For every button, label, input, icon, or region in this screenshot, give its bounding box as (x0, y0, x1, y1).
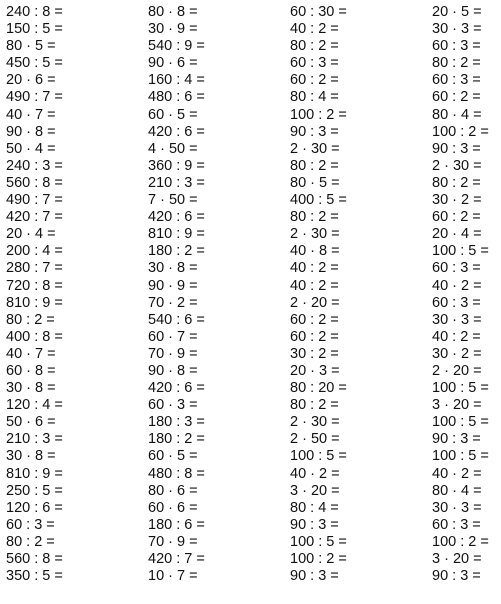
exercise-item: 560 : 8 = (6, 174, 63, 191)
exercise-item: 490 : 7 = (6, 89, 63, 106)
exercise-item: 100 : 2 = (432, 123, 489, 140)
exercise-item: 70 · 9 = (148, 533, 198, 550)
exercise-item: 120 : 6 = (6, 499, 63, 516)
exercise-item: 90 · 9 = (148, 277, 198, 294)
exercise-item: 100 : 5 = (432, 380, 489, 397)
exercise-item: 60 · 5 = (148, 448, 198, 465)
exercise-item: 180 : 2 = (148, 243, 205, 260)
exercise-item: 250 : 5 = (6, 482, 63, 499)
exercise-item: 60 : 2 = (432, 209, 481, 226)
exercise-item: 3 · 20 = (290, 482, 340, 499)
exercise-item: 150 : 5 = (6, 21, 63, 38)
exercise-item: 80 · 4 = (432, 482, 482, 499)
exercise-item: 20 · 3 = (290, 362, 340, 379)
exercise-item: 100 : 5 = (432, 414, 489, 431)
exercise-item: 50 · 4 = (6, 140, 56, 157)
exercise-item: 90 · 8 = (6, 123, 56, 140)
exercise-item: 80 · 4 = (432, 106, 482, 123)
exercise-item: 100 : 2 = (290, 551, 347, 567)
exercise-item: 360 : 9 = (148, 157, 205, 174)
exercise-item: 480 : 8 = (148, 465, 205, 482)
exercise-item: 80 : 20 = (290, 380, 347, 397)
exercise-item: 20 · 5 = (432, 4, 482, 20)
exercise-item: 90 : 3 = (432, 431, 481, 448)
exercise-item: 240 : 3 = (6, 157, 63, 174)
exercise-item: 80 : 2 = (290, 209, 339, 226)
exercise-item: 60 : 3 = (432, 38, 481, 55)
exercise-item: 80 · 5 = (6, 38, 56, 55)
exercise-item: 90 · 8 = (148, 362, 198, 379)
exercise-column-1 (6, 4, 63, 585)
exercise-item: 40 · 2 = (432, 465, 482, 482)
exercise-item: 60 : 3 = (432, 294, 481, 311)
exercise-item: 2 · 50 = (290, 431, 340, 448)
exercise-item: 40 · 7 = (6, 345, 56, 362)
exercise-item: 80 : 2 = (6, 533, 55, 550)
exercise-item: 2 · 20 = (432, 362, 482, 379)
exercise-item: 30 · 2 = (432, 345, 482, 362)
exercise-item: 40 : 2 = (290, 277, 339, 294)
exercise-item: 40 : 2 = (432, 328, 481, 345)
exercise-item: 10 · 7 = (148, 568, 198, 585)
exercise-item: 30 · 9 = (148, 21, 198, 38)
exercise-item: 60 · 6 = (148, 499, 198, 516)
exercise-item: 560 : 8 = (6, 551, 63, 567)
exercise-item: 540 : 9 = (148, 38, 205, 55)
exercise-item: 160 : 4 = (148, 72, 205, 89)
exercise-item: 60 · 3 = (148, 397, 198, 414)
exercise-item: 2 · 30 = (290, 414, 340, 431)
exercise-item: 90 : 3 = (432, 568, 481, 585)
exercise-item: 80 : 2 = (290, 397, 339, 414)
exercise-item: 810 : 9 = (6, 465, 63, 482)
exercise-item: 4 · 50 = (148, 140, 198, 157)
exercise-item: 30 · 8 = (6, 448, 56, 465)
exercise-item: 40 : 2 = (290, 21, 339, 38)
exercise-item: 100 : 2 = (432, 533, 489, 550)
exercise-item: 80 : 2 = (290, 38, 339, 55)
exercise-item: 30 · 8 = (148, 260, 198, 277)
exercise-item: 350 : 5 = (6, 568, 63, 585)
exercise-item: 20 · 4 = (432, 226, 482, 243)
exercise-item: 30 · 2 = (432, 192, 482, 209)
exercise-item: 30 · 3 = (432, 499, 482, 516)
exercise-item: 60 : 2 = (432, 89, 481, 106)
exercise-item: 80 · 6 = (148, 482, 198, 499)
exercise-item: 420 : 6 = (148, 209, 205, 226)
exercise-item: 60 · 7 = (148, 328, 198, 345)
exercise-item: 80 : 4 = (290, 89, 339, 106)
exercise-item: 60 : 2 = (290, 72, 339, 89)
exercise-item: 60 : 2 = (290, 311, 339, 328)
exercise-item: 90 : 3 = (290, 123, 339, 140)
exercise-item: 60 : 3 = (290, 55, 339, 72)
exercise-item: 40 · 7 = (6, 106, 56, 123)
exercise-item: 60 : 3 = (6, 516, 55, 533)
exercise-item: 40 · 2 = (290, 465, 340, 482)
exercise-item: 100 : 5 = (432, 243, 489, 260)
exercise-item: 240 : 8 = (6, 4, 63, 20)
exercise-item: 180 : 3 = (148, 414, 205, 431)
exercise-item: 80 : 4 = (290, 499, 339, 516)
exercise-item: 810 : 9 = (148, 226, 205, 243)
exercise-item: 7 · 50 = (148, 192, 198, 209)
exercise-item: 280 : 7 = (6, 260, 63, 277)
exercise-item: 3 · 20 = (432, 397, 482, 414)
exercise-item: 210 : 3 = (148, 174, 205, 191)
exercise-item: 400 : 5 = (290, 192, 347, 209)
exercise-item: 2 · 30 = (290, 226, 340, 243)
exercise-item: 2 · 30 = (432, 157, 482, 174)
exercise-item: 420 : 6 = (148, 380, 205, 397)
exercise-item: 60 : 3 = (432, 72, 481, 89)
exercise-item: 60 : 30 = (290, 4, 347, 20)
exercise-item: 50 · 6 = (6, 414, 56, 431)
exercise-item: 720 : 8 = (6, 277, 63, 294)
exercise-item: 180 : 2 = (148, 431, 205, 448)
exercise-item: 100 : 5 = (290, 448, 347, 465)
exercise-column-2 (148, 4, 205, 585)
exercise-item: 2 · 30 = (290, 140, 340, 157)
exercise-item: 30 : 2 = (290, 345, 339, 362)
exercise-item: 490 : 7 = (6, 192, 63, 209)
exercise-item: 420 : 6 = (148, 123, 205, 140)
exercise-item: 420 : 7 = (148, 551, 205, 567)
exercise-item: 450 : 5 = (6, 55, 63, 72)
exercise-item: 90 : 3 = (290, 516, 339, 533)
exercise-item: 30 · 3 = (432, 311, 482, 328)
exercise-item: 420 : 7 = (6, 209, 63, 226)
exercise-item: 30 · 8 = (6, 380, 56, 397)
exercise-column-4 (432, 4, 489, 585)
exercise-item: 80 : 2 = (432, 55, 481, 72)
exercise-item: 100 : 5 = (432, 448, 489, 465)
exercise-item: 540 : 6 = (148, 311, 205, 328)
exercise-item: 40 · 2 = (432, 277, 482, 294)
exercise-item: 120 : 4 = (6, 397, 63, 414)
exercise-item: 20 · 4 = (6, 226, 56, 243)
exercise-item: 90 · 6 = (148, 55, 198, 72)
exercise-item: 40 · 8 = (290, 243, 340, 260)
exercise-item: 400 : 8 = (6, 328, 63, 345)
exercise-item: 60 · 8 = (6, 362, 56, 379)
exercise-item: 210 : 3 = (6, 431, 63, 448)
exercise-column-3 (290, 4, 347, 585)
exercise-item: 2 · 20 = (290, 294, 340, 311)
exercise-item: 80 : 2 = (432, 174, 481, 191)
exercise-item: 480 : 6 = (148, 89, 205, 106)
exercise-item: 80 : 2 = (290, 157, 339, 174)
exercise-item: 3 · 20 = (432, 551, 482, 567)
exercise-item: 60 : 2 = (290, 328, 339, 345)
exercise-item: 30 · 3 = (432, 21, 482, 38)
exercise-item: 100 : 2 = (290, 106, 347, 123)
exercise-item: 80 : 2 = (6, 311, 55, 328)
exercise-item: 40 : 2 = (290, 260, 339, 277)
exercise-item: 70 · 2 = (148, 294, 198, 311)
exercise-item: 60 : 3 = (432, 516, 481, 533)
exercise-item: 200 : 4 = (6, 243, 63, 260)
exercise-item: 90 : 3 = (432, 140, 481, 157)
exercise-item: 80 · 5 = (290, 174, 340, 191)
exercise-item: 100 : 5 = (290, 533, 347, 550)
exercise-item: 60 · 5 = (148, 106, 198, 123)
exercise-item: 20 · 6 = (6, 72, 56, 89)
exercise-item: 90 : 3 = (290, 568, 339, 585)
exercise-item: 180 : 6 = (148, 516, 205, 533)
exercise-item: 60 : 3 = (432, 260, 481, 277)
exercise-item: 70 · 9 = (148, 345, 198, 362)
exercise-item: 80 · 8 = (148, 4, 198, 20)
exercise-item: 810 : 9 = (6, 294, 63, 311)
